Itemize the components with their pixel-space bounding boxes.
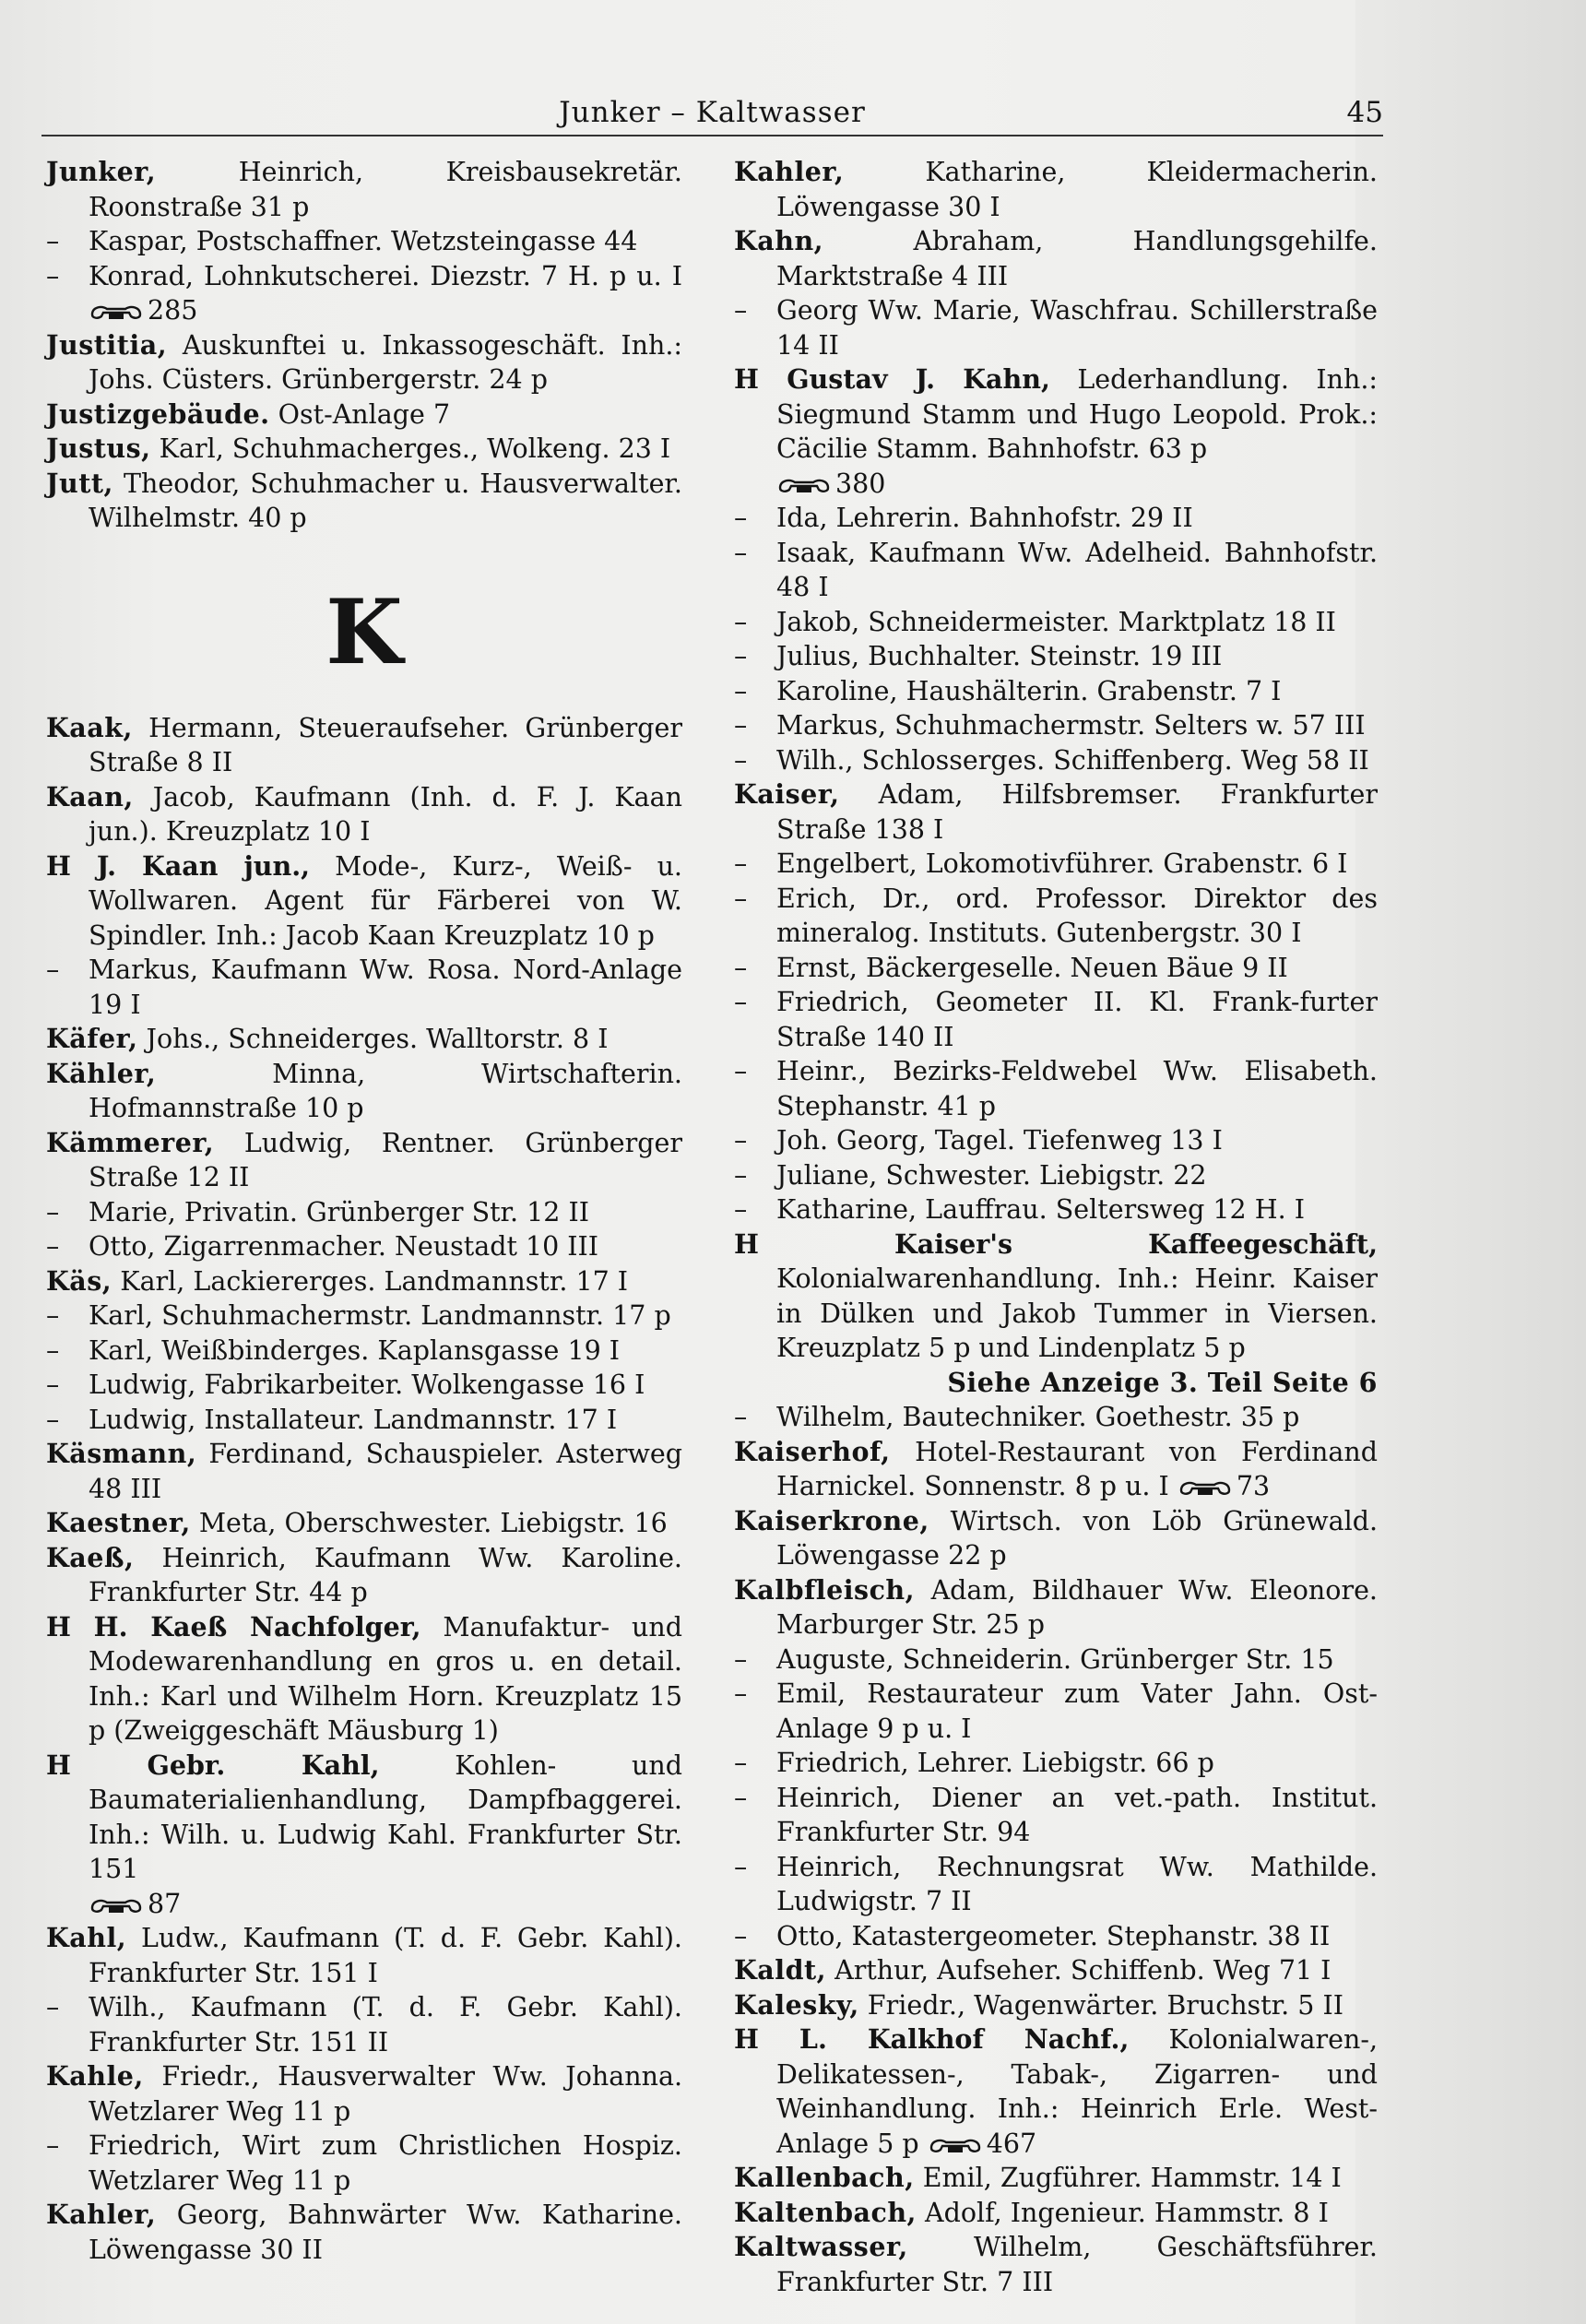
telephone-number: 73 bbox=[1236, 1471, 1271, 1501]
entry-surname: Kämmerer, bbox=[46, 1126, 215, 1158]
repeat-dash: – bbox=[734, 744, 748, 776]
entry-text: Heinr., Bezirks-Feldwebel Ww. Elisabeth. Stephanstr. 41 p bbox=[776, 1056, 1378, 1121]
directory-entry bbox=[734, 1504, 1378, 1573]
repeat-dash: – bbox=[734, 848, 748, 879]
directory-entry bbox=[46, 328, 682, 397]
entry-text: Ost-Anlage 7 bbox=[269, 398, 451, 430]
directory-entry bbox=[46, 155, 682, 224]
directory-entry bbox=[734, 1746, 1378, 1781]
running-header bbox=[41, 92, 1383, 136]
entry-surname: Käs, bbox=[46, 1264, 112, 1297]
entry-text: Minna, Wirtschafterin. Hofmannstraße 10 p bbox=[89, 1058, 682, 1123]
entry-surname: Kahler, bbox=[46, 2199, 157, 2230]
entry-surname: Kaldt, bbox=[734, 1954, 827, 1986]
entry-surname: Junker, bbox=[46, 156, 157, 187]
entry-text: Karl, Lackiererges. Landmannstr. 17 I bbox=[112, 1265, 629, 1297]
telephone-icon bbox=[1178, 1477, 1233, 1498]
directory-entry bbox=[46, 1506, 682, 1541]
entry-text: Markus, Kaufmann Ww. Rosa. Nord-Anlage 19 I bbox=[89, 954, 682, 1020]
repeat-dash: – bbox=[46, 1370, 60, 1400]
directory-entry bbox=[46, 1990, 682, 2059]
entry-text: Kolonialwarenhandlung. Inh.: Heinr. Kaiser in Dülken und Jakob Tummer in Viersen. Kreuzplatz 5 p und Lindenplatz 5 p bbox=[776, 1263, 1378, 1363]
entry-text: Katharine, Kleidermacherin. Löwengasse 30 I bbox=[776, 157, 1378, 222]
repeat-dash: – bbox=[46, 1231, 60, 1262]
repeat-dash: – bbox=[734, 1851, 748, 1882]
entry-text: Ludwig, Installateur. Landmannstr. 17 I bbox=[89, 1404, 618, 1435]
entry-surname: Kahle, bbox=[46, 2060, 144, 2092]
repeat-dash: – bbox=[734, 1056, 748, 1086]
directory-entry bbox=[46, 1229, 682, 1264]
directory-entry bbox=[734, 1192, 1378, 1227]
directory-entry bbox=[734, 2022, 1378, 2161]
directory-entry bbox=[734, 1054, 1378, 1123]
directory-entry bbox=[46, 1921, 682, 1990]
entry-surname: Kaak, bbox=[46, 711, 133, 743]
directory-entry bbox=[46, 397, 682, 433]
directory-entry bbox=[46, 1195, 682, 1230]
directory-entry bbox=[734, 1677, 1378, 1746]
directory-entry bbox=[734, 2161, 1378, 2196]
entry-text: Auskunftei u. Inkassogeschäft. Inh.: Johs. Cüsters. Grünbergerstr. 24 p bbox=[89, 329, 682, 395]
entry-text: Joh. Georg, Tagel. Tiefenweg 13 I bbox=[776, 1125, 1223, 1156]
entry-surname: Käfer, bbox=[46, 1023, 138, 1054]
directory-entry bbox=[734, 536, 1378, 605]
repeat-dash: – bbox=[46, 1300, 60, 1331]
directory-entry bbox=[734, 362, 1378, 501]
entry-text: Friedrich, Wirt zum Christlichen Hospiz. Wetzlarer Weg 11 p bbox=[89, 2130, 682, 2196]
firm-name: H H. Kaeß Nachfolger, bbox=[46, 1610, 421, 1642]
repeat-dash: – bbox=[734, 1159, 748, 1191]
telephone-icon bbox=[776, 475, 832, 495]
directory-entry bbox=[46, 2059, 682, 2128]
repeat-dash: – bbox=[734, 1920, 748, 1951]
entry-text: Lederhandlung. Inh.: Siegmund Stamm und Hugo Leopold. Prok.: Cäcilie Stamm. Bahnhofstr. 63 p bbox=[776, 364, 1378, 464]
entry-surname: Kaltwasser, bbox=[734, 2231, 908, 2262]
directory-entry bbox=[46, 780, 682, 849]
directory-entry bbox=[734, 1850, 1378, 1919]
directory-entry bbox=[734, 1158, 1378, 1193]
directory-entry bbox=[734, 708, 1378, 743]
firm-name: H J. Kaan jun., bbox=[46, 849, 311, 882]
repeat-dash: – bbox=[734, 1125, 748, 1156]
firm-name: H Kaiser's Kaffeegeschäft, bbox=[734, 1227, 1378, 1260]
directory-entry bbox=[734, 2230, 1378, 2299]
repeat-dash: – bbox=[734, 1402, 748, 1432]
entry-text: Ernst, Bäckergeselle. Neuen Bäue 9 II bbox=[776, 952, 1288, 983]
entry-text: Isaak, Kaufmann Ww. Adelheid. Bahnhofstr. 48 I bbox=[776, 537, 1378, 602]
repeat-dash: – bbox=[46, 1334, 60, 1366]
directory-entry bbox=[734, 1123, 1378, 1158]
entry-text: Ludw., Kaufmann (T. d. F. Gebr. Kahl). Frankfurter Str. 151 I bbox=[89, 1923, 682, 1988]
telephone-icon bbox=[928, 2135, 983, 2155]
telephone-icon bbox=[89, 302, 144, 322]
entry-text: Ludwig, Fabrikarbeiter. Wolkengasse 16 I bbox=[89, 1370, 645, 1400]
directory-entry bbox=[46, 1749, 682, 1922]
directory-entry bbox=[734, 951, 1378, 986]
entry-text: Ida, Lehrerin. Bahnhofstr. 29 II bbox=[776, 503, 1193, 533]
entry-text: Marie, Privatin. Grünberger Str. 12 II bbox=[89, 1196, 590, 1227]
directory-entry bbox=[46, 1541, 682, 1610]
entry-surname: Justitia, bbox=[46, 328, 168, 361]
directory-entry bbox=[46, 432, 682, 467]
entry-surname: Justus, bbox=[46, 433, 151, 464]
entry-surname: Kähler, bbox=[46, 1057, 157, 1089]
entry-text: Auguste, Schneiderin. Grünberger Str. 15 bbox=[776, 1643, 1334, 1675]
entry-text: Otto, Katastergeometer. Stephanstr. 38 II bbox=[776, 1920, 1331, 1951]
section-letter: K bbox=[325, 579, 403, 684]
directory-entry bbox=[46, 849, 682, 954]
directory-entry bbox=[46, 2128, 682, 2198]
directory-entry bbox=[46, 1403, 682, 1438]
entry-text: Jakob, Schneidermeister. Marktplatz 18 II bbox=[776, 606, 1336, 637]
directory-entry bbox=[46, 259, 682, 328]
entry-text: Wilhelm, Geschäftsführer. Frankfurter Str. 7 III bbox=[776, 2232, 1378, 2297]
repeat-dash: – bbox=[46, 954, 60, 985]
entry-text: Ferdinand, Schauspieler. Asterweg 48 III bbox=[89, 1439, 682, 1504]
directory-entry bbox=[734, 224, 1378, 293]
entry-surname: Kahl, bbox=[46, 1922, 127, 1953]
directory-entry bbox=[734, 501, 1378, 536]
directory-entry bbox=[46, 711, 682, 780]
entry-text: Konrad, Lohnkutscherei. Diezstr. 7 H. p u. I bbox=[89, 260, 682, 291]
telephone-icon bbox=[89, 1895, 144, 1915]
repeat-dash: – bbox=[734, 1194, 748, 1225]
firm-name: H L. Kalkhof Nachf., bbox=[734, 2023, 1130, 2055]
directory-entry bbox=[46, 1334, 682, 1369]
entry-text: Theodor, Schuhmacher u. Hausverwalter. Wilhelmstr. 40 p bbox=[89, 468, 682, 533]
entry-text: Emil, Restaurateur zum Vater Jahn. Ost-Anlage 9 p u. I bbox=[776, 1678, 1378, 1744]
directory-entry bbox=[46, 1298, 682, 1334]
entry-text: Heinrich, Rechnungsrat Ww. Mathilde. Ludwigstr. 7 II bbox=[776, 1851, 1378, 1916]
repeat-dash: – bbox=[734, 537, 748, 568]
repeat-dash: – bbox=[46, 1404, 60, 1435]
page-edge-shadow bbox=[1355, 0, 1586, 2324]
directory-entry bbox=[734, 777, 1378, 847]
repeat-dash: – bbox=[46, 1196, 60, 1227]
entry-text: Meta, Oberschwester. Liebigstr. 16 bbox=[190, 1508, 668, 1538]
repeat-dash: – bbox=[46, 2130, 60, 2161]
repeat-dash: – bbox=[734, 883, 748, 914]
entry-surname: Kaan, bbox=[46, 780, 134, 812]
repeat-dash: – bbox=[734, 1643, 748, 1675]
entry-text: Hotel-Restaurant von Ferdinand Harnickel. Sonnenstr. 8 p u. I bbox=[776, 1436, 1378, 1501]
entry-text: Adolf, Ingenieur. Hammstr. 8 I bbox=[916, 2197, 1329, 2228]
entry-text: Wilh., Schlosserges. Schiffenberg. Weg 58 II bbox=[776, 744, 1369, 776]
repeat-dash: – bbox=[734, 710, 748, 741]
entry-surname: Kalbfleisch, bbox=[734, 1573, 916, 1606]
directory-entry bbox=[46, 2198, 682, 2267]
entry-text: Katharine, Lauffrau. Seltersweg 12 H. I bbox=[776, 1194, 1305, 1225]
repeat-dash: – bbox=[734, 952, 748, 983]
entry-text: Wilh., Kaufmann (T. d. F. Gebr. Kahl). Frankfurter Str. 151 II bbox=[89, 1992, 682, 2057]
repeat-dash: – bbox=[734, 606, 748, 637]
entry-text: Heinrich, Kreisbausekretär. Roonstraße 31 p bbox=[89, 157, 682, 222]
entry-text: Heinrich, Kaufmann Ww. Karoline. Frankfurter Str. 44 p bbox=[89, 1542, 682, 1607]
entry-text: Kaspar, Postschaffner. Wetzsteingasse 44 bbox=[89, 226, 638, 256]
entry-text: Otto, Zigarrenmacher. Neustadt 10 III bbox=[89, 1231, 599, 1262]
entry-surname: Kaiser, bbox=[734, 778, 840, 810]
telephone-number: 467 bbox=[986, 2128, 1037, 2159]
repeat-dash: – bbox=[734, 1748, 748, 1778]
entry-text: Markus, Schuhmachermstr. Selters w. 57 III bbox=[776, 710, 1366, 741]
directory-entry bbox=[46, 224, 682, 259]
repeat-dash: – bbox=[46, 1992, 60, 2022]
entry-text: Julius, Buchhalter. Steinstr. 19 III bbox=[776, 641, 1223, 671]
directory-entry bbox=[734, 1400, 1378, 1435]
entry-text: Karl, Schuhmacherges., Wolkeng. 23 I bbox=[150, 433, 671, 464]
directory-entry bbox=[734, 2196, 1378, 2231]
entry-text: Mode-, Kurz-, Weiß- u. Wollwaren. Agent für Färberei von W. Spindler. Inh.: Jacob Kaan Kreuzplatz 10 p bbox=[89, 850, 682, 951]
entry-text: Kohlen- und Baumaterialienhandlung, Dampfbaggerei. Inh.: Wilh. u. Ludwig Kahl. Frankfurter Str. 151 bbox=[89, 1749, 682, 1884]
entry-text: Johs., Schneiderges. Walltorstr. 8 I bbox=[137, 1024, 609, 1054]
directory-entry bbox=[734, 1573, 1378, 1642]
directory-entry bbox=[734, 743, 1378, 778]
directory-entry bbox=[734, 1988, 1378, 2023]
entry-text: Karoline, Haushälterin. Grabenstr. 7 I bbox=[776, 675, 1282, 706]
entry-text: Hermann, Steueraufseher. Grünberger Straße 8 II bbox=[89, 712, 682, 777]
telephone-number: 285 bbox=[148, 295, 198, 326]
page-number: 45 bbox=[1346, 96, 1383, 129]
directory-entry bbox=[734, 985, 1378, 1054]
right-column bbox=[734, 155, 1378, 2299]
repeat-dash: – bbox=[734, 1678, 748, 1709]
directory-entry bbox=[46, 1264, 682, 1299]
entry-surname: Kaiserhof, bbox=[734, 1435, 891, 1467]
entry-surname: Kaiserkrone, bbox=[734, 1504, 929, 1536]
directory-entry bbox=[46, 953, 682, 1022]
entry-surname: Käsmann, bbox=[46, 1438, 197, 1469]
directory-entry bbox=[734, 674, 1378, 709]
entry-text: Wirtsch. von Löb Grünewald. Löwengasse 22 p bbox=[776, 1505, 1378, 1571]
directory-entry bbox=[734, 882, 1378, 951]
entry-surname: Kalesky, bbox=[734, 1988, 859, 2021]
repeat-dash: – bbox=[734, 295, 748, 326]
repeat-dash: – bbox=[46, 226, 60, 256]
directory-entry bbox=[734, 1919, 1378, 1954]
directory-entry bbox=[734, 1227, 1378, 1366]
entry-text: Adam, Bildhauer Ww. Eleonore. Marburger Str. 25 p bbox=[776, 1574, 1378, 1640]
directory-entry bbox=[46, 1057, 682, 1126]
directory-entry bbox=[734, 639, 1378, 674]
directory-entry bbox=[46, 1610, 682, 1749]
directory-entry bbox=[734, 1642, 1378, 1678]
entry-text: Karl, Schuhmachermstr. Landmannstr. 17 p bbox=[89, 1300, 671, 1331]
entry-text: Emil, Zugführer. Hammstr. 14 I bbox=[914, 2163, 1342, 2193]
entry-surname: Kallenbach, bbox=[734, 2162, 915, 2193]
entry-text: Friedrich, Lehrer. Liebigstr. 66 p bbox=[776, 1748, 1214, 1778]
entry-text: Kolonialwaren-, Delikatessen-, Tabak-, Zigarren- und Weinhandlung. Inh.: Heinrich Erle. West-Anlage 5 p bbox=[776, 2024, 1379, 2159]
entry-text: Arthur, Aufseher. Schiffenb. Weg 71 I bbox=[826, 1955, 1332, 1986]
left-column bbox=[46, 155, 682, 2267]
entry-text: Ludwig, Rentner. Grünberger Straße 12 II bbox=[89, 1127, 682, 1192]
repeat-dash: – bbox=[734, 641, 748, 671]
firm-name: H Gustav J. Kahn, bbox=[734, 363, 1050, 395]
entry-text: Friedr., Hausverwalter Ww. Johanna. Wetzlarer Weg 11 p bbox=[89, 2061, 682, 2127]
repeat-dash: – bbox=[734, 503, 748, 533]
telephone-number: 380 bbox=[835, 468, 886, 499]
entry-surname: Kaestner, bbox=[46, 1507, 191, 1538]
directory-entry bbox=[46, 1022, 682, 1057]
directory-entry bbox=[734, 1435, 1378, 1504]
directory-entry bbox=[46, 467, 682, 536]
directory-entry bbox=[46, 1368, 682, 1403]
entry-text: Friedrich, Geometer II. Kl. Frank-furter Straße 140 II bbox=[776, 987, 1378, 1052]
entry-surname: Jutt, bbox=[46, 467, 113, 499]
directory-entry bbox=[734, 293, 1378, 362]
entry-text: Adam, Hilfsbremser. Frankfurter Straße 138 I bbox=[776, 779, 1378, 845]
directory-entry bbox=[734, 1781, 1378, 1850]
telephone-number: 87 bbox=[148, 1888, 182, 1919]
firm-name: H Gebr. Kahl, bbox=[46, 1749, 380, 1781]
entry-text: Erich, Dr., ord. Professor. Direktor des mineralog. Instituts. Gutenbergstr. 30 I bbox=[776, 883, 1378, 948]
entry-text: Wilhelm, Bautechniker. Goethestr. 35 p bbox=[776, 1402, 1300, 1432]
header-title: Junker – Kaltwasser bbox=[559, 96, 866, 129]
repeat-dash: – bbox=[734, 1782, 748, 1813]
entry-text: Jacob, Kaufmann (Inh. d. F. J. Kaan jun.). Kreuzplatz 10 I bbox=[89, 781, 682, 847]
entry-text: Heinrich, Diener an vet.-path. Institut. Frankfurter Str. 94 bbox=[776, 1782, 1378, 1847]
entry-surname: Kaltenbach, bbox=[734, 2196, 917, 2228]
directory-entry bbox=[734, 847, 1378, 882]
entry-text: Engelbert, Lokomotivführer. Grabenstr. 6 I bbox=[776, 848, 1348, 879]
entry-surname: Kaeß, bbox=[46, 1541, 135, 1573]
directory-entry bbox=[734, 1953, 1378, 1988]
repeat-dash: – bbox=[46, 260, 60, 291]
entry-text: Juliane, Schwester. Liebigstr. 22 bbox=[776, 1159, 1207, 1191]
directory-entry bbox=[734, 155, 1378, 224]
repeat-dash: – bbox=[734, 987, 748, 1017]
entry-text: Georg, Bahnwärter Ww. Katharine. Löwengasse 30 II bbox=[89, 2200, 682, 2265]
repeat-dash: – bbox=[734, 675, 748, 706]
directory-entry bbox=[46, 1126, 682, 1195]
directory-entry bbox=[46, 1437, 682, 1506]
entry-text: Manufaktur- und Modewarenhandlung en gros u. en detail. Inh.: Karl und Wilhelm Horn. Kreuzplatz 15 p (Zweiggeschäft Mäusburg 1) bbox=[89, 1611, 682, 1746]
entry-text: Friedr., Wagenwärter. Bruchstr. 5 II bbox=[858, 1989, 1343, 2021]
entry-text: Georg Ww. Marie, Waschfrau. Schillerstraße 14 II bbox=[776, 295, 1378, 361]
entry-surname: Kahler, bbox=[734, 156, 845, 187]
entry-text: Karl, Weißbinderges. Kaplansgasse 19 I bbox=[89, 1334, 621, 1366]
entry-surname: Justizgebäude. bbox=[46, 397, 270, 430]
entry-surname: Kahn, bbox=[734, 225, 824, 256]
directory-entry bbox=[734, 605, 1378, 640]
advertisement-reference: Siehe Anzeige 3. Teil Seite 6 bbox=[947, 1366, 1378, 1398]
entry-text: Abraham, Handlungsgehilfe. Marktstraße 4 III bbox=[776, 226, 1378, 291]
